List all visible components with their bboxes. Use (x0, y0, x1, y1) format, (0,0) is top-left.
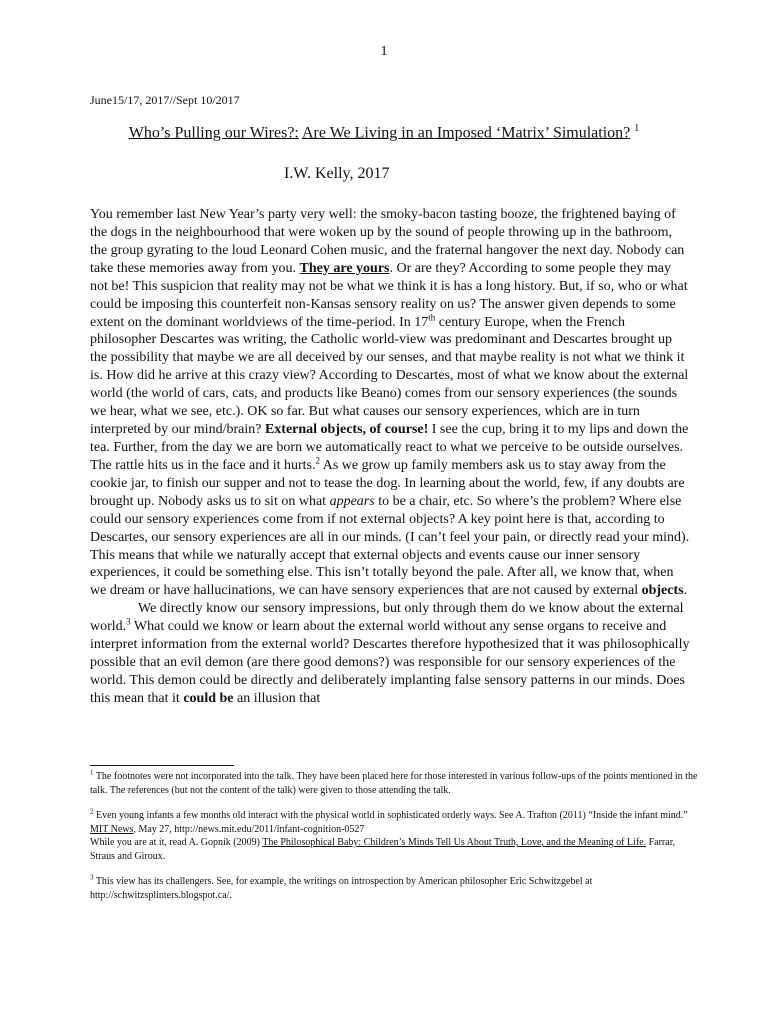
text-run: What could we know or learn about the external world without any sense organs to receive and interpret information from the external world? Descartes therefore hypothesized that it was philosophically possible that an evil demon (are there good demons?) was responsible for our sensory experiences of the world. This demon could be directly and deliberately implanting false sensory patterns in our minds. Does this mean that it (90, 619, 690, 706)
author-line: I.W. Kelly, 2017 (284, 165, 390, 182)
italic-text: appears (329, 493, 375, 509)
text-run: As we grow up family members ask us to stay away from the cookie jar, to finish our supper and not to tease the dog. In learning about the world, few, if any doubts are brought up. Nobody asks us to sit on what (90, 457, 685, 509)
text-run: an illusion that (233, 690, 321, 706)
document-title (0, 123, 768, 142)
citation-title: MIT News (90, 823, 134, 835)
text-run: We directly know our sensory impressions, but only through them do we know about the external world. (90, 601, 684, 635)
page-number: 1 (380, 44, 388, 59)
title-part-1: Who’s Pulling our Wires?: (128, 124, 299, 142)
bold-text: could be (183, 690, 234, 706)
bold-text: External objects, of course! (264, 422, 429, 438)
title-footnote-ref[interactable]: 1 (634, 123, 640, 134)
text-run: century Europe, when the French philosopher Descartes was writing, the Catholic world-view was predominant and Descartes brought up the possibility that maybe we are all deceived by our senses, and that maybe reality is not what we think it is. How did he arrive at this crazy view? According to Descartes, most of what we know about the external world (the world of cars, cats, and products like Beano) comes from our sensory experiences (the sounds we hear, what we see, etc.). OK so far. But what causes our sensory experiences, which are in turn interpreted by our mind/brain? (90, 314, 689, 438)
footnote-text: Even young infants a few months old interact with the physical world in sophisticated orderly ways. See A. Trafton (2011) “Inside the infant mind.” (93, 810, 688, 821)
footnote-text: Farrar, Straus and Giroux. (90, 837, 676, 862)
body-text (90, 206, 690, 708)
footnote-ref-2[interactable]: 2 (315, 455, 320, 466)
paragraph-1 (90, 206, 690, 600)
footnote-1 (90, 770, 700, 797)
footnote-3 (90, 875, 700, 902)
text-run: to be a chair, etc. So where’s the problem? Where else could our sensory experiences come from if not external objects? A key point here is that, according to Descartes, our sensory experiences are all in our minds. (I can’t feel your pain, or directly read your mind). This means that while we naturally accept that external objects and events cause our inner sensory experiences, it could be something else. This isn’t totally beyond the pale. After all, we know that, when we dream or have hallucinations, we can have sensory experiences that are not caused by external (90, 493, 690, 599)
footnote-number: 3 (90, 873, 94, 882)
bold-text: objects (641, 583, 684, 599)
title-part-2: Are We Living in an Imposed ‘Matrix’ Simulation? (302, 124, 631, 142)
footnote-link[interactable]: , May 27, http://news.mit.edu/2011/infant-cognition-0527 (133, 823, 365, 835)
footnote-2 (90, 809, 700, 863)
emphasis-text: They are yours (299, 260, 390, 276)
footnote-divider (90, 765, 234, 766)
paragraph-2 (90, 600, 690, 708)
footnote-number: 2 (90, 807, 94, 816)
footnotes (90, 770, 700, 914)
text-run: I see the cup, bring it to my lips and down the tea. Further, from the day we are born we automatically react to what we perceive to be outside ourselves. The rattle hits us in the face and it hurts. (90, 422, 689, 473)
date-line: June15/17, 2017//Sept 10/2017 (90, 93, 240, 107)
footnote-text: The footnotes were not incorporated into the talk. They have been placed here for those interested in various follow-ups of the points mentioned in the talk. The references (but not the content of the talk) were given to those attending the talk. (90, 771, 698, 796)
footnote-ref-3[interactable]: 3 (126, 616, 131, 627)
footnote-text: While you are at it, read A. Gopnik (2009) (90, 837, 263, 848)
footnote-text[interactable]: This view has its challengers. See, for example, the writings on introspection by American philosopher Eric Schwitzgebel at http://schwitzsplinters.blogspot.ca/. (90, 876, 593, 901)
text-run: You remember last New Year’s party very well: the smoky-bacon tasting booze, the frightened baying of the dogs in the neighbourhood that were woken up by the sound of people throwing up in the bathroom, the group gyrating to the loud Leonard Cohen music, and the fraternal hangover the next day. Nobody can take these memories away from you. (90, 207, 685, 276)
citation-title: The Philosophical Baby: Children’s Minds Tell Us About Truth, Love, and the Meaning of Life. (262, 837, 647, 848)
text-run: . (683, 583, 688, 599)
footnote-number: 1 (90, 768, 94, 777)
text-run: . Or are they? According to some people they may not be! This suspicion that reality may not be what we think it is has a long history. But, if so, who or what could be imposing this counterfeit non-Kansas sensory reality on us? The answer given depends to some extent on the dominant worldviews of the time-period. In 17 (90, 260, 688, 330)
superscript: th (428, 311, 436, 322)
